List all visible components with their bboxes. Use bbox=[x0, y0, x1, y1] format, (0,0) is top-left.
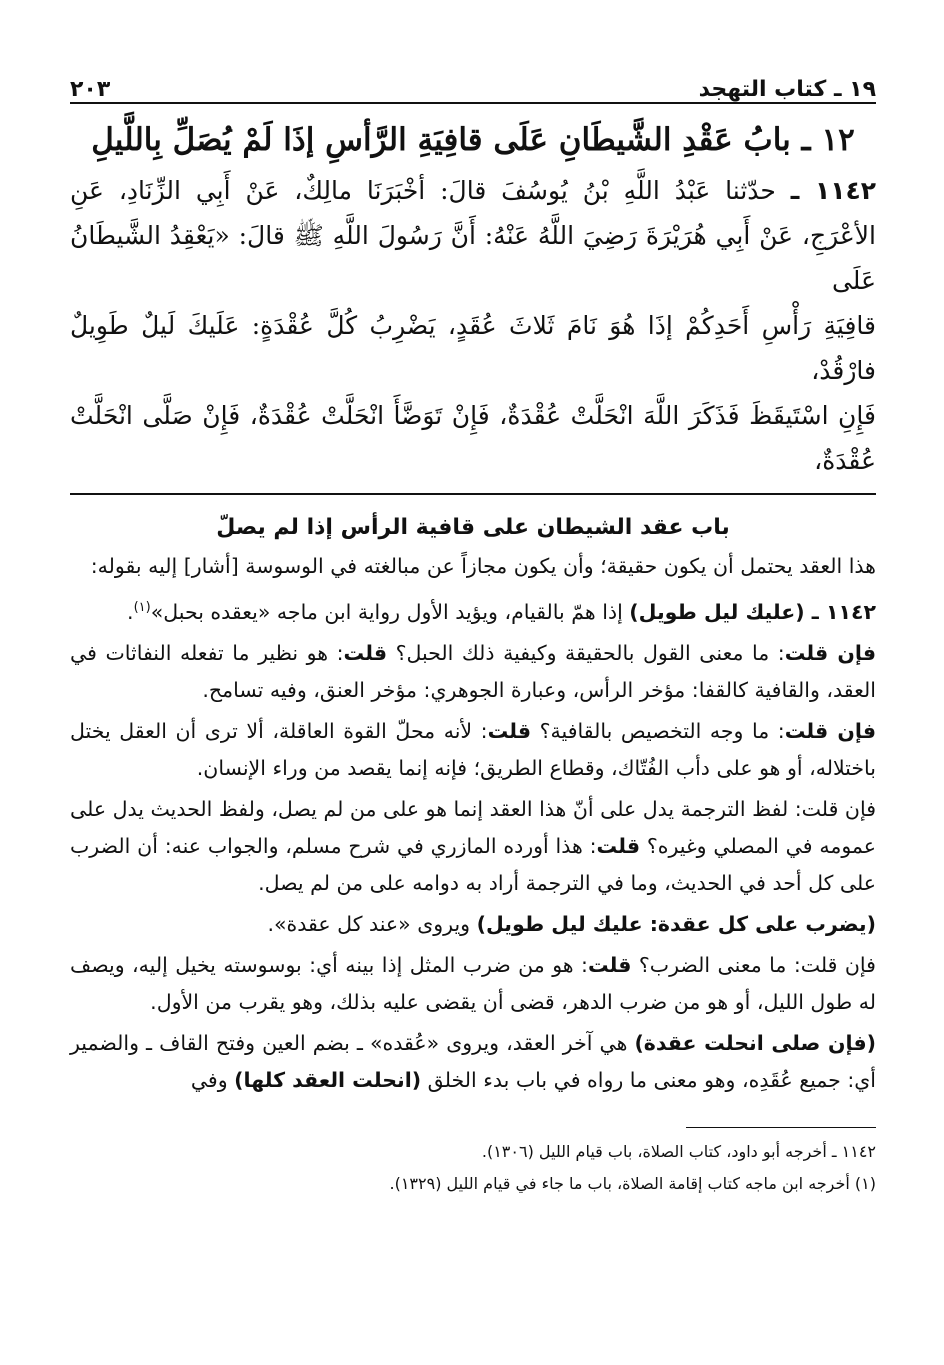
text: : هذا أورده المازري في شرح مسلم، والجواب عنه: أن الضرب على كل أحد في الحديث، وما في الترجمة أراد به دوامه على من لم يصل. bbox=[70, 833, 876, 895]
qult-label: قلت bbox=[343, 640, 388, 665]
hadith-line bbox=[70, 168, 876, 213]
qualt-label: فإن قلت bbox=[784, 640, 876, 665]
hadith-line: الأعْرَجِ، عَنْ أَبِي هُرَيْرَةَ رَضِيَ اللَّهُ عَنْهُ: أَنَّ رَسُولَ اللَّهِ ﷺ قالَ: «يَعْقِدُ الشَّيطَانُ عَلَى bbox=[70, 221, 876, 295]
hadith-number: ١١٤٢ ـ bbox=[790, 176, 876, 205]
commentary-paragraph bbox=[70, 947, 876, 1021]
commentary-paragraph bbox=[70, 589, 876, 631]
footnote: ١١٤٢ ـ أخرجه أبو داود، كتاب الصلاة، باب قيام الليل (١٣٠٦). bbox=[481, 1141, 876, 1161]
text: فإن قلت: ما معنى الضرب؟ bbox=[631, 952, 876, 977]
text: وفي bbox=[190, 1067, 235, 1092]
text: : هو نظير ما تفعله النفاثات في العقد، والقافية كالقفا: مؤخر الرأس، وعبارة الجوهري: مؤخر العنق، وفيه تسامح. bbox=[70, 640, 876, 702]
commentary-title: باب عقد الشيطان على قافية الرأس إذا لم يصلّ bbox=[216, 515, 730, 540]
footnote-ref: (١) bbox=[133, 600, 151, 615]
text: ويروى «عند كل عقدة». bbox=[267, 911, 477, 936]
qult-label: قلت bbox=[596, 833, 641, 858]
running-header bbox=[70, 68, 876, 104]
commentary-paragraph bbox=[70, 906, 876, 943]
commentary bbox=[70, 509, 876, 1099]
footnotes bbox=[70, 1136, 876, 1200]
text: هي آخر العقد، ويروى «عُقده» ـ بضم العين وفتح القاف ـ والضمير أي: جميع عُقَدِه، وهو معنى ما رواه في باب بدء الخلق bbox=[70, 1030, 876, 1092]
hadith-line: قافِيَةِ رَأْسِ أَحَدِكُمْ إذَا هُوَ نَامَ ثَلاثَ عُقَدٍ، يَضْرِبُ كُلَّ عُقْدَةٍ: عَلَيكَ لَيلٌ طَوِيلٌ فارْقُدْ، bbox=[70, 311, 876, 385]
hadith-quote: (انحلت العقد كلها) bbox=[234, 1067, 422, 1092]
commentary-paragraph: هذا العقد يحتمل أن يكون حقيقة؛ وأن يكون مجازاً عن مبالغته في الوسوسة [أشار] إليه بقوله: bbox=[90, 554, 876, 578]
chapter-title: ١٩ ـ كتاب التهجد bbox=[698, 77, 876, 102]
footnote-divider bbox=[686, 1127, 876, 1128]
page-number: ٢٠٣ bbox=[70, 77, 111, 102]
hadith-line-text: حدّثنا عَبْدُ اللَّهِ بْنُ يُوسُفَ قالَ: أخْبَرَنَا مالِكٌ، عَنْ أَبِي الزِّنَادِ، عَنِ bbox=[70, 176, 776, 205]
qualt-label: فإن قلت bbox=[784, 718, 877, 743]
text: إذا همّ بالقيام، ويؤيد الأول رواية ابن ماجه «يعقده بحبل» bbox=[150, 599, 630, 624]
text: فإن قلت: لفظ الترجمة يدل على أنّ هذا العقد إنما هو على من لم يصل، ولفظ الحديث يدل على عمومه في المصلي وغيره؟ bbox=[70, 796, 876, 858]
hadith-line: فَإِنِ اسْتَيقَظَ فَذَكَرَ اللَّهَ انْحَلَّتْ عُقْدَةٌ، فَإِنْ تَوَضَّأَ انْحَلَّتْ عُقْدَةٌ، فَإِنْ صَلَّى انْحَلَّتْ عُقْدَةٌ، bbox=[70, 401, 876, 475]
hadith-ref: ١١٤٢ ـ (عليك ليل طويل) bbox=[629, 599, 876, 624]
commentary-paragraph bbox=[70, 1025, 876, 1099]
footnote: (١) أخرجه ابن ماجه كتاب إقامة الصلاة، باب ما جاء في قيام الليل (١٣٢٩). bbox=[389, 1173, 876, 1193]
text: : ما معنى القول بالحقيقة وكيفية ذلك الحبل؟ bbox=[387, 640, 785, 665]
text: : هو من ضرب المثل إذا بينه أي: بوسوسته يخيل إليه، ويصف له طول الليل، أو هو من ضرب الدهر، قضى أن يقضى عليه بذلك، وهو يقرب من الأول. bbox=[70, 952, 876, 1014]
text: . bbox=[127, 599, 134, 624]
section-divider bbox=[70, 493, 876, 495]
bab-title: ١٢ ـ بابُ عَقْدِ الشَّيطَانِ عَلَى قافِيَةِ الرَّأسِ إذَا لَمْ يُصَلِّ بِاللَّيلِ bbox=[91, 122, 855, 158]
hadith-text bbox=[70, 168, 876, 483]
commentary-paragraph bbox=[70, 791, 876, 902]
commentary-paragraph bbox=[70, 713, 876, 787]
qult-label: قلت bbox=[587, 952, 632, 977]
qult-label: قلت bbox=[487, 718, 532, 743]
text: : لأنه محلّ القوة العاقلة، ألا ترى أن العقل يختل باختلاله، أو هو على دأب الفُتّاك، وقطاع الطريق؛ فإنه إنما يقصد من وراء الإنسان. bbox=[70, 718, 876, 780]
page bbox=[70, 68, 876, 1200]
hadith-quote: (فإن صلى انحلت عقدة) bbox=[634, 1030, 876, 1055]
hadith-quote: (يضرب على كل عقدة: عليك ليل طويل) bbox=[476, 911, 876, 936]
text: : ما وجه التخصيص بالقافية؟ bbox=[531, 718, 785, 743]
commentary-paragraph bbox=[70, 635, 876, 709]
